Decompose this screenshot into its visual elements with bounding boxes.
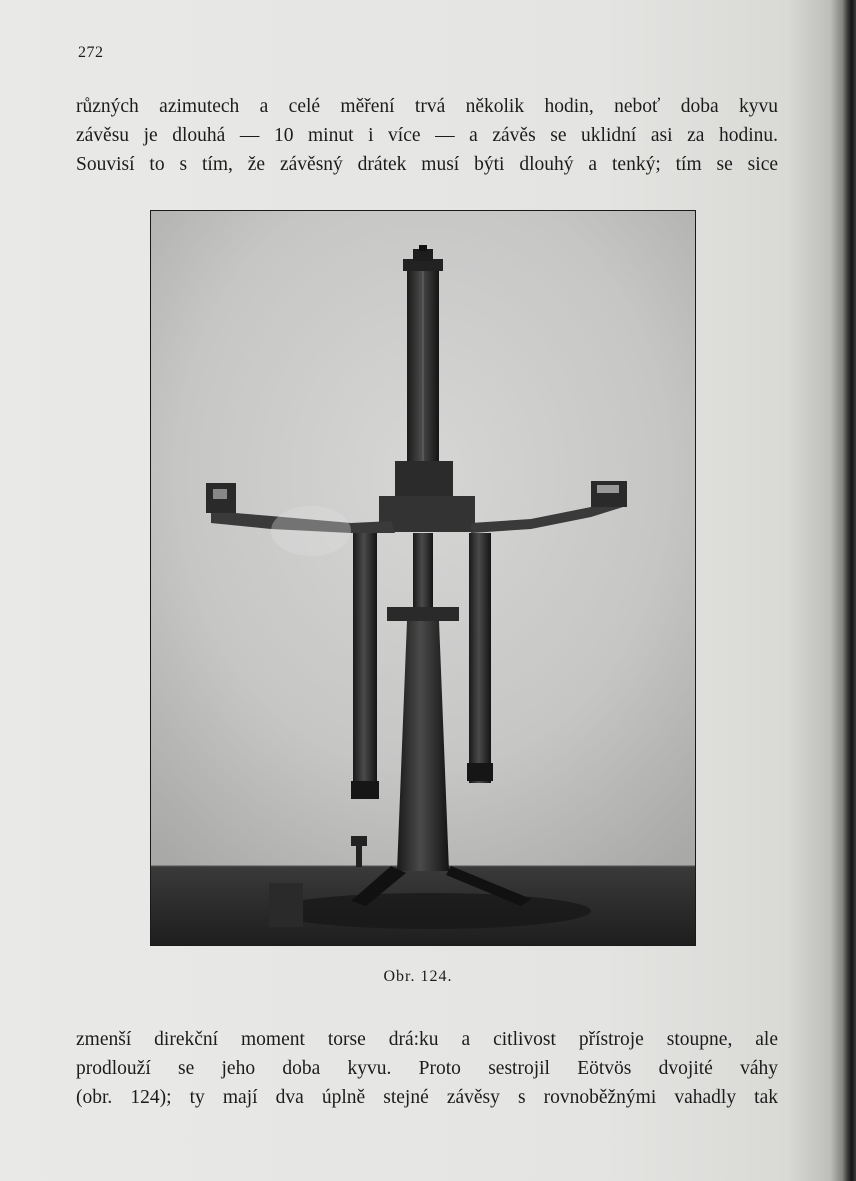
text-line: zmenší direkční moment torse drá:ku a citlivost přístroje stoupne, ale xyxy=(76,1029,778,1050)
page-number: 272 xyxy=(78,44,104,61)
paragraph-bottom xyxy=(76,1025,778,1112)
paragraph-top xyxy=(76,92,778,179)
text-line: závěsu je dlouhá — 10 minut i více — a závěs se uklidní asi za hodinu. xyxy=(76,125,778,146)
book-spine-shadow xyxy=(842,0,856,1181)
figure-photo xyxy=(150,210,696,946)
text-line: (obr. 124); ty mají dva úplně stejné závěsy s rovnoběžnými vahadly tak xyxy=(76,1087,778,1108)
figure-caption: Obr. 124. xyxy=(383,968,453,985)
torsion-balance-illustration xyxy=(151,211,695,945)
text-line: prodlouží se jeho doba kyvu. Proto sestrojil Eötvös dvojité váhy xyxy=(76,1058,778,1079)
text-line: různých azimutech a celé měření trvá několik hodin, neboť doba kyvu xyxy=(76,96,778,117)
text-line: Souvisí to s tím, že závěsný drátek musí býti dlouhý a tenký; tím se sice xyxy=(76,154,778,175)
